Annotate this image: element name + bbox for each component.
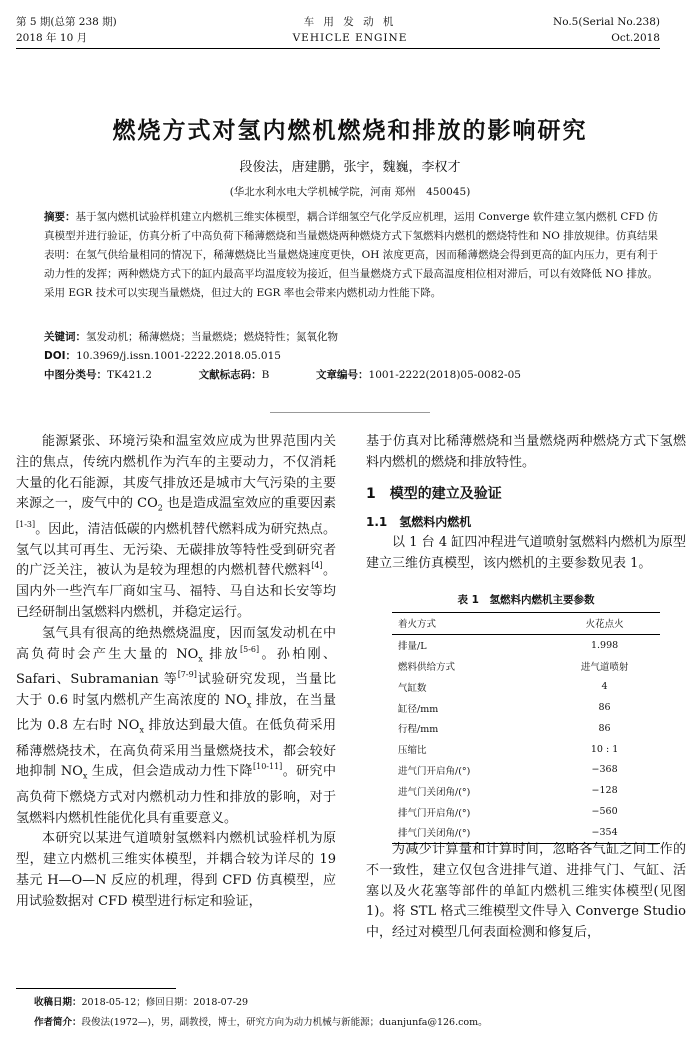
citation-ref: [10-11] <box>252 762 283 772</box>
table-row <box>392 634 660 655</box>
table-cell: 4 <box>601 681 608 693</box>
footnote-received <box>34 993 248 1013</box>
doc-code-value: B <box>261 369 270 381</box>
header-journal <box>250 14 450 46</box>
issue-number-en: No.5(Serial No.238) <box>553 16 660 28</box>
table-cell: 1.998 <box>590 639 619 651</box>
table-cell: −128 <box>591 785 618 797</box>
classification-line <box>44 366 658 385</box>
section-paragraph-2: 为减少计算量和计算时间，忽略各气缸之间工作的不一致性，建立仅包含进排气道、进排气门、气缸、活塞以及火花塞等部件的单缸内燃机三维实体模型(见图 1)。将 STL 格式三维模型文件导入 Converge Studio 中，经过对模型几何表面检测和修复后， <box>366 842 686 941</box>
clc-label: 中图分类号： <box>44 369 107 381</box>
table-cell: 进气门开启角/(°) <box>398 765 471 777</box>
keywords-text: 氢发动机；稀薄燃烧；当量燃烧；燃烧特性；氮氧化物 <box>86 331 338 343</box>
citation-ref: [4] <box>311 561 323 571</box>
intro-paragraph-2: 氢气具有很高的绝热燃烧温度，因而氢发动机在中高负荷时会产生大量的 $NO_x$ 排放[5-6]。孙柏刚、Safari、Subramanian 等[7-9]试验研究发现，当量比大于 0.6 时氢内燃机产生高浓度的 $NO_x$ 排放，在当量比为 0.8 左右时 $NO_x$ 排放达到最大值。在低负荷采用稀薄燃烧技术，在高负荷采用当量燃烧技术，都会较好地抑制 $NO_x$ 生成，但会造成动力性下降[10-11]。研究中高负荷下燃烧方式对内燃机动力性和排放的影响，对于氢燃料内燃机性能优化具有重要意义。 <box>16 625 336 826</box>
received-label: 收稿日期： <box>34 997 82 1008</box>
affiliation: (华北水利水电大学机械学院，河南 郑州 450045) <box>229 186 471 198</box>
table-cell: 86 <box>598 702 611 714</box>
left-column <box>16 432 336 913</box>
issue-date-cn: 2018 年 10 月 <box>16 32 88 44</box>
table-cell: 行程/mm <box>398 724 439 736</box>
table-row <box>392 697 660 718</box>
article-no-value: 1001-2222(2018)05-0082-05 <box>368 369 521 381</box>
table-cell: 进气道喷射 <box>580 661 629 673</box>
keywords <box>44 328 658 347</box>
header-issue-en <box>553 14 660 46</box>
issue-number-cn: 第 5 期(总第 238 期) <box>16 16 117 28</box>
table-cell: 86 <box>598 722 611 734</box>
abstract-label: 摘要： <box>44 211 76 223</box>
table-cell: 进气门关闭角/(°) <box>398 786 471 798</box>
table-row <box>392 739 660 760</box>
table-cell: −368 <box>591 764 618 776</box>
table-row <box>392 801 660 822</box>
issue-date-en: Oct.2018 <box>611 32 660 44</box>
doc-code-label: 文献标志码： <box>198 369 262 381</box>
table-header-row <box>392 613 660 635</box>
author-bio: 段俊法(1972—)，男，副教授，博士，研究方向为动力机械与新能源；duanjunfa@126.com。 <box>81 1017 488 1028</box>
author-bio-label: 作者简介： <box>34 1017 82 1028</box>
clc-value: TK421.2 <box>107 369 152 381</box>
header-issue <box>16 14 117 46</box>
journal-name-cn: 车 用 发 动 机 <box>303 16 397 28</box>
table-row <box>392 780 660 801</box>
footnote-author <box>34 1013 488 1033</box>
intro-paragraph-4: 基于仿真对比稀薄燃烧和当量燃烧两种燃烧方式下氢燃料内燃机的燃烧和排放特性。 <box>366 434 686 470</box>
table-cell: −560 <box>591 806 618 818</box>
paper-title: 燃烧方式对氢内燃机燃烧和排放的影响研究 <box>112 118 588 144</box>
table-row <box>392 656 660 677</box>
table-cell: 压缩比 <box>398 745 427 757</box>
table-caption: 表 1 氢燃料内燃机主要参数 <box>457 594 595 606</box>
intro-paragraph-3: 本研究以某进气道喷射氢燃料内燃机试验样机为原型，建立内燃机三维实体模型，并耦合较为详尽的 19 基元 H—O—N 反应的机理，得到 CFD 仿真模型，应用试验数据对 CFD 模型进行标定和验证， <box>16 831 336 909</box>
section-paragraph-1: 以 1 台 4 缸四冲程进气道喷射氢燃料内燃机为原型建立三维仿真模型，该内燃机的主要参数见表 1。 <box>366 535 686 571</box>
article-no-label: 文章编号： <box>316 369 369 381</box>
header-rule <box>16 48 660 49</box>
table-row <box>392 676 660 697</box>
abstract <box>44 208 658 303</box>
table-cell: 燃料供给方式 <box>398 661 456 673</box>
footnote-rule <box>16 988 176 989</box>
table-cell: 排量/L <box>398 641 427 653</box>
doi-text: 10.3969/j.issn.1001-2222.2018.05.015 <box>76 350 281 362</box>
table-row <box>392 760 660 781</box>
doi <box>44 347 658 366</box>
table-cell: 气缸数 <box>398 682 427 694</box>
received-dates: 2018-05-12；修回日期：2018-07-29 <box>81 997 249 1008</box>
citation-ref: [5-6] <box>240 644 260 654</box>
intro-paragraph-1: 能源紧张、环境污染和温室效应成为世界范围内关注的焦点，传统内燃机作为汽车的主要动力，不仅消耗大量的化石能源，其废气排放还是城市大气污染的主要来源之一，废气中的 $CO_2$ 也是造成温室效应的重要因素[1-3]。因此，清洁低碳的内燃机替代燃料成为研究热点。氢气以其可再生、无污染、无碳排放等特性受到研究者的广泛关注，被认为是较为理想的内燃机替代燃料[4]。国内外一些汽车厂商如宝马、福特、马自达和长安等均已经研制出氢燃料内燃机，并稳定运行。 <box>16 434 336 620</box>
table-cell: 排气门开启角/(°) <box>398 807 471 819</box>
table-cell: 10 : 1 <box>590 743 619 755</box>
section-separator <box>270 412 430 413</box>
section-paragraph-2-wrap <box>366 840 686 944</box>
section-heading-1: 1 模型的建立及验证 <box>366 485 502 502</box>
author-list: 段俊法，唐建鹏，张宇，魏巍，李权才 <box>239 160 461 175</box>
keywords-label: 关键词： <box>44 331 86 343</box>
table-cell: 着火方式 <box>398 619 437 631</box>
engine-parameters-table <box>392 612 660 844</box>
citation-ref: [7-9] <box>177 669 197 679</box>
table-row <box>392 718 660 739</box>
doi-label: DOI： <box>44 350 77 362</box>
citation-ref: [1-3] <box>16 519 36 529</box>
right-column <box>366 432 686 575</box>
subsection-heading-1-1: 1.1 氢燃料内燃机 <box>366 515 472 530</box>
table-cell: 缸径/mm <box>398 703 439 715</box>
abstract-text: 基于氢内燃机试验样机建立内燃机三维实体模型，耦合详细氢空气化学反应机理，运用 Converge 软件建立氢内燃机 CFD 仿真模型并进行验证，仿真分析了中高负荷下稀薄燃烧和当量燃烧两种燃烧方式下氢燃料内燃机的燃烧特性和 NO 排放规律。仿真结果表明：在氢气供给量相同的情况下，稀薄燃烧比当量燃烧速度更快，OH 浓度更高，因而稀薄燃烧会得到更高的缸内压力，更有利于动力性的发挥；两种燃烧方式下的缸内最高平均温度较为接近，但当量燃烧方式下最高温度相位相对滞后，可以有效降低 NO 排放。采用 EGR 技术可以实现当量燃烧，但过大的 EGR 率也会带来内燃机动力性能下降。 <box>44 211 658 299</box>
table-cell: 火花点火 <box>585 619 624 631</box>
journal-name-en: VEHICLE ENGINE <box>292 32 408 44</box>
table-cell: 排气门关闭角/(°) <box>398 828 471 840</box>
table-cell: −354 <box>591 826 618 838</box>
